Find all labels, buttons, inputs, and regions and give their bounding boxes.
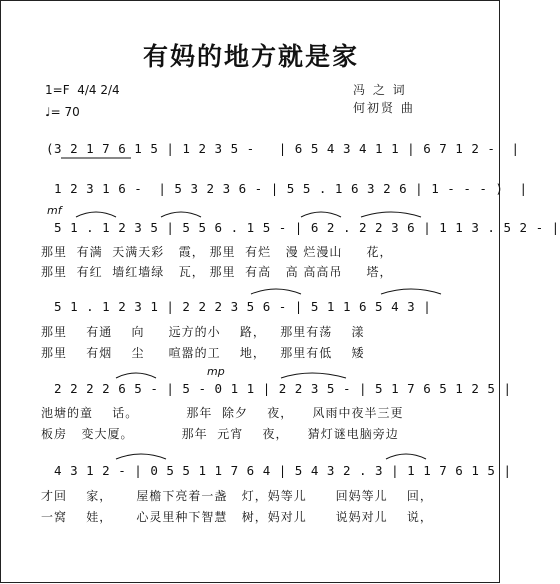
lyric-line-1a: 那里 有满 天满天彩 霞， 那里 有烂 漫 烂漫山 花，: [41, 245, 393, 259]
lyricist-credit: 冯 之 词: [353, 83, 407, 97]
notation-line-3: 5 1 . 1 2 3 5 | 5 5 6 . 1 5 - | 6 2 . 2 2 3 6 | 1 1 3 . 5 2 - |: [46, 220, 560, 235]
lyric-line-3b: 板房 变大厦。 那年 元宵 夜， 猜灯谜电脑旁边: [41, 427, 399, 441]
notation-line-5: 2 2 2 2 6 5 - | 5 - 0 1 1 | 2 2 3 5 - | 5 1 7 6 5 1 2 5 |: [46, 381, 512, 396]
composer-credit: 何初贤 曲: [353, 101, 415, 115]
dynamic-mf: mf: [47, 204, 62, 217]
notation-line-1: (3 2 1 7 6 1 5 | 1 2 3 5 - | 6 5 4 3 4 1 1 | 6 7 1 2 - |: [46, 141, 520, 156]
song-title: 有妈的地方就是家: [142, 42, 359, 71]
slur-marks: [1, 1, 501, 584]
lyric-line-3a: 池塘的童 话。 那年 除夕 夜， 风雨中夜半三更: [41, 406, 404, 420]
lyric-line-2a: 那里 有通 向 远方的小 路， 那里有荡 漾: [41, 325, 365, 339]
lyric-line-1b: 那里 有红 墙红墙绿 瓦， 那里 有高 高 高高吊 塔，: [41, 265, 393, 279]
lyric-line-4a: 才回 家， 屋檐下亮着一盏 灯，妈等儿 回妈等儿 回，: [41, 489, 433, 503]
key-label: 1=F: [45, 83, 70, 97]
notation-line-6: 4 3 1 2 - | 0 5 5 1 1 7 6 4 | 5 4 3 2 . 3 | 1 1 7 6 1 5 |: [46, 463, 512, 478]
dynamic-mp: mp: [207, 365, 225, 378]
tempo-marking: ♩= 70: [45, 105, 80, 119]
lyric-line-2b: 那里 有烟 尘 喧嚣的工 地， 那里有低 矮: [41, 346, 365, 360]
lyric-line-4b: 一窝 娃， 心灵里种下智慧 树，妈对儿 说妈对儿 说，: [41, 510, 433, 524]
time-signature: 4/4 2/4: [77, 83, 120, 97]
notation-line-4: 5 1 . 1 2 3 1 | 2 2 2 3 5 6 - | 5 1 1 6 5 4 3 |: [46, 299, 432, 314]
notation-line-2: 1 2 3 1 6 - | 5 3 2 3 6 - | 5 5 . 1 6 3 2 6 | 1 - - - ) |: [46, 181, 528, 196]
